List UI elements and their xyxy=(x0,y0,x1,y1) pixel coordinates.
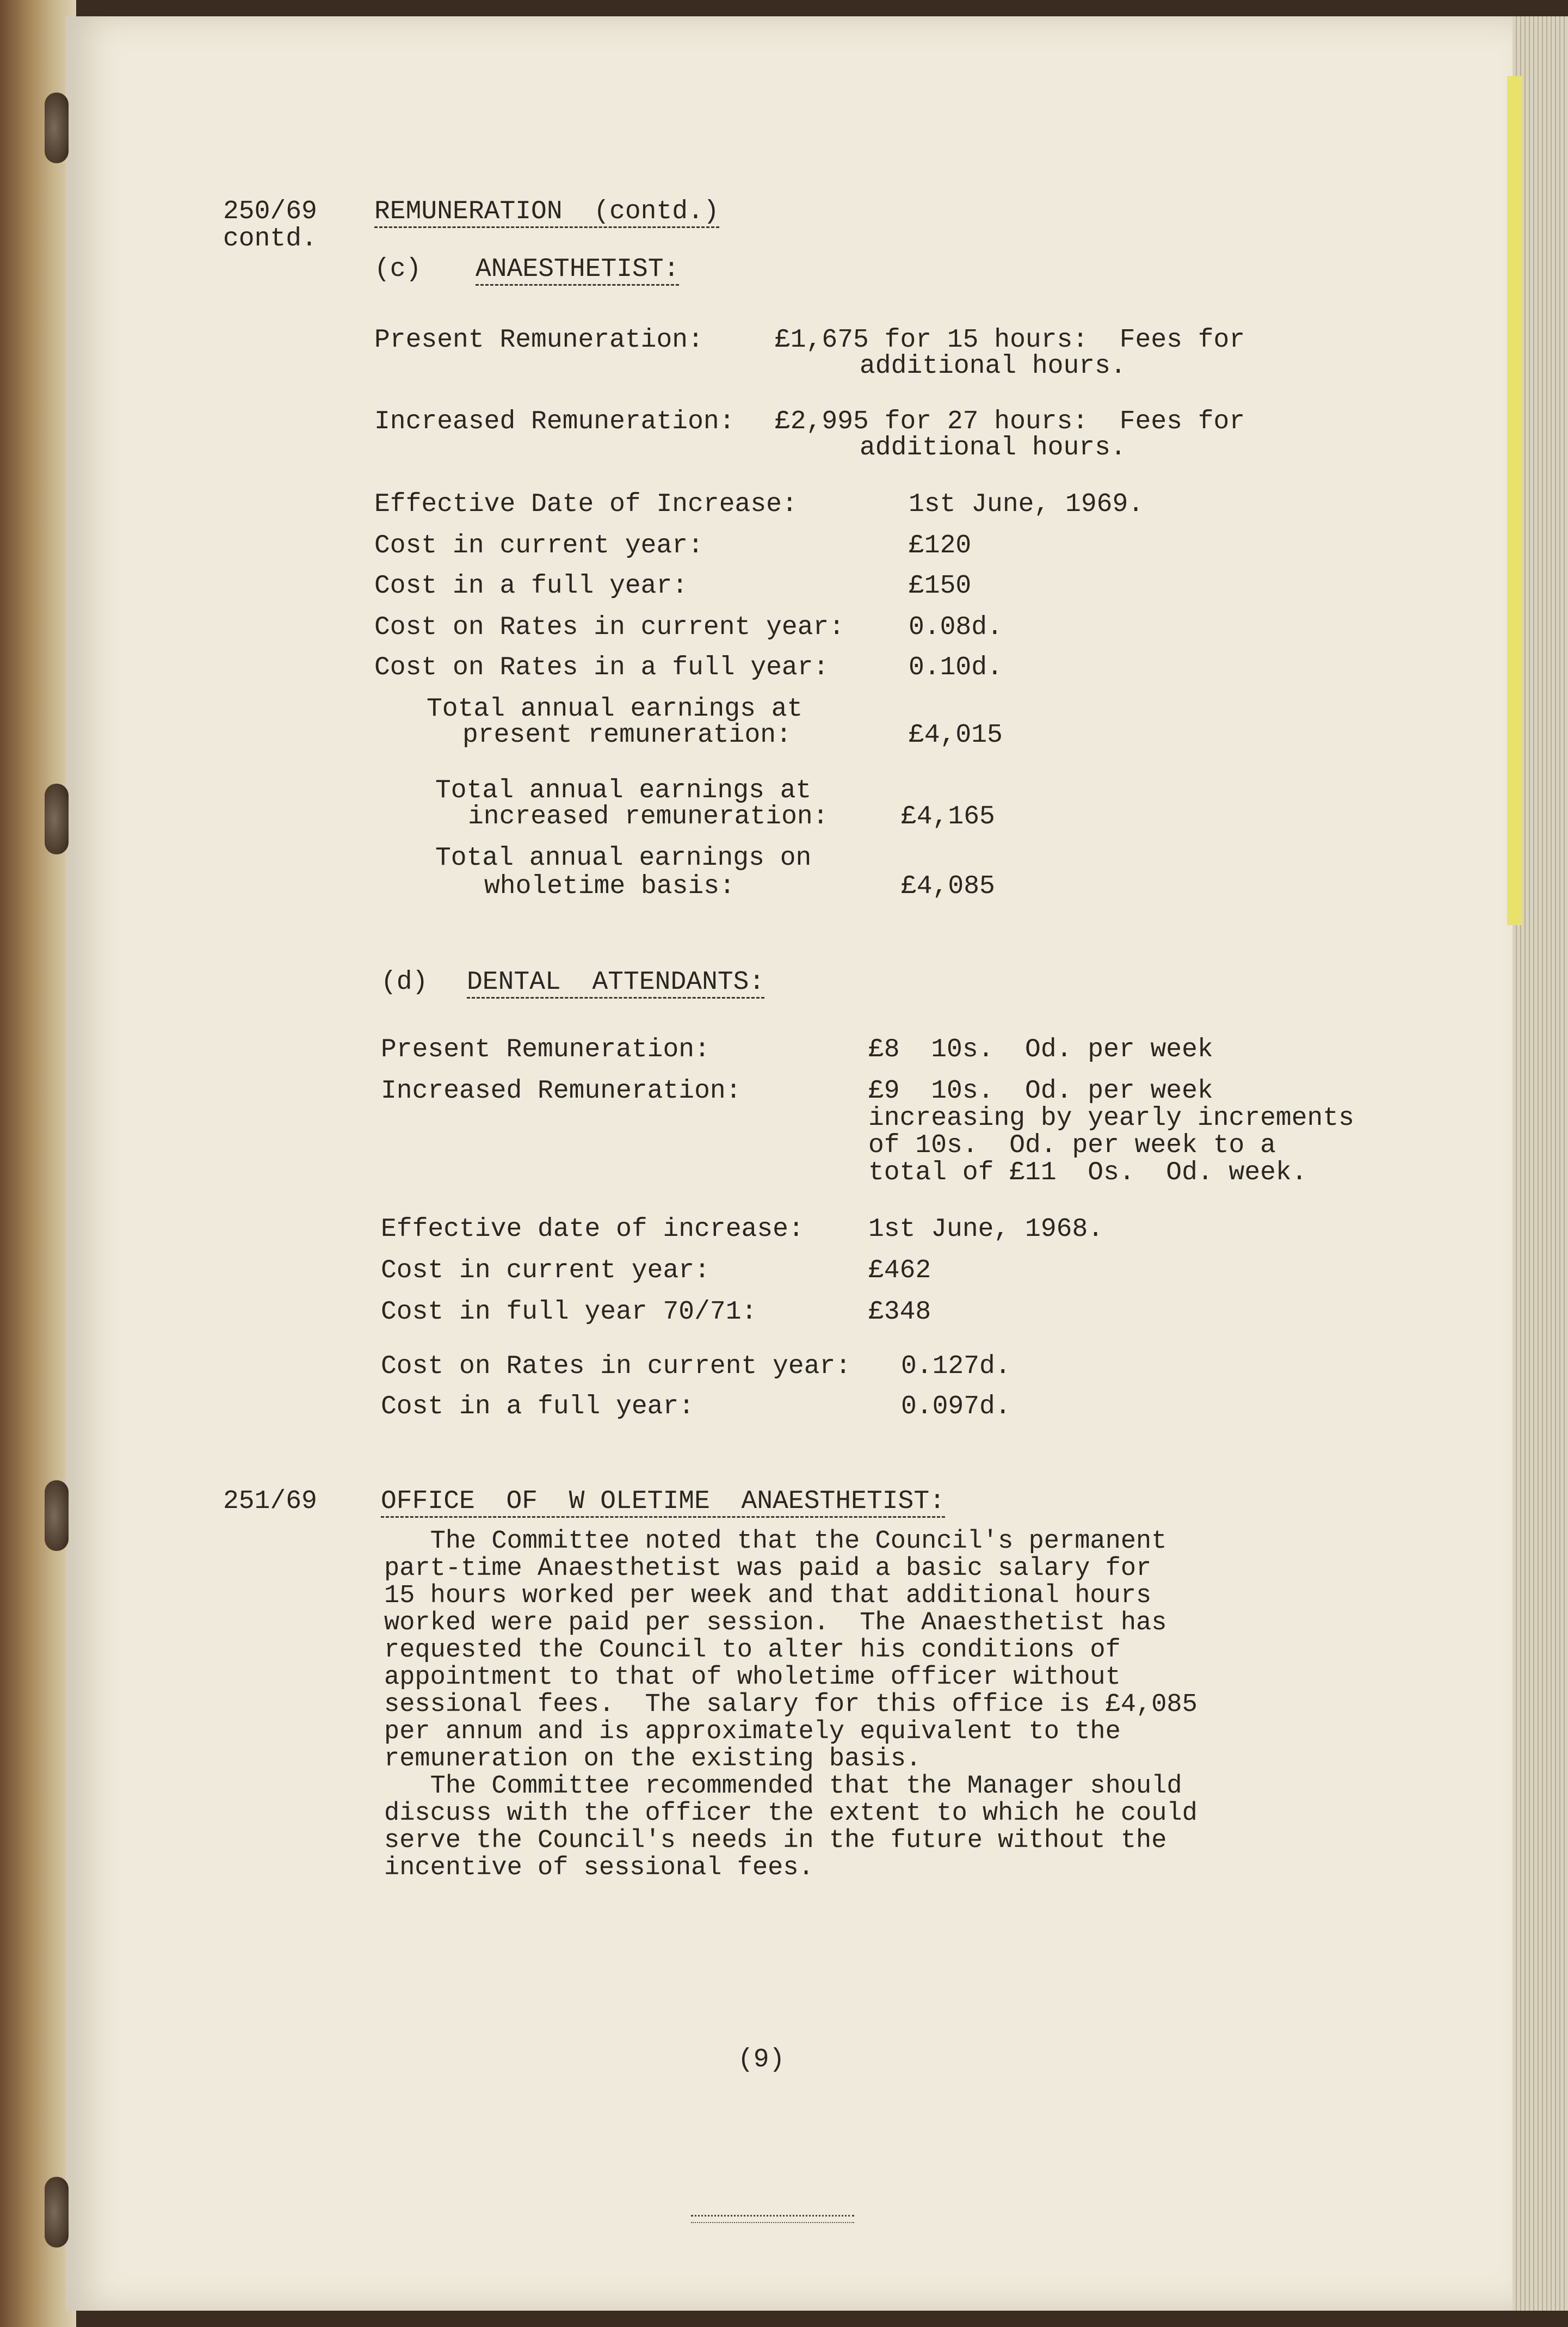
dental-rates-full-value: 0.097d. xyxy=(901,1392,1011,1421)
paragraph-line: The Committee noted that the Council's permanent xyxy=(384,1527,1167,1556)
dental-present-value: £8 10s. Od. per week xyxy=(868,1035,1213,1064)
earnings-present-value: £4,015 xyxy=(909,721,1003,750)
dental-increased-label: Increased Remuneration: xyxy=(381,1076,742,1106)
dental-row-label: Cost in current year: xyxy=(381,1256,710,1285)
paragraph-line: sessional fees. The salary for this office is £4,085 xyxy=(384,1690,1197,1719)
dental-present-label: Present Remuneration: xyxy=(381,1035,710,1064)
paragraph-line: worked were paid per session. The Anaesthetist has xyxy=(384,1609,1167,1637)
paragraph-line: discuss with the officer the extent to which he could xyxy=(384,1799,1197,1828)
margin-ref-250: 250/69 xyxy=(223,197,317,226)
anaesthetist-row-value: 0.10d. xyxy=(909,653,1003,682)
section-250-heading: REMUNERATION (contd.) xyxy=(374,198,719,228)
anaesthetist-present-value: £1,675 for 15 hours: Fees for xyxy=(775,325,1245,355)
yellow-tab-marker xyxy=(1507,76,1522,925)
anaesthetist-row-label: Cost in current year: xyxy=(374,531,703,561)
paragraph-line: The Committee recommended that the Manager should xyxy=(384,1772,1182,1801)
page-number: (9) xyxy=(738,2045,785,2074)
margin-ref-251: 251/69 xyxy=(223,1487,317,1516)
anaesthetist-row-label: Cost on Rates in a full year: xyxy=(374,653,829,682)
dental-rates-current-value: 0.127d. xyxy=(901,1352,1011,1381)
binder-ring-icon xyxy=(45,1480,69,1551)
anaesthetist-increased-value: £2,995 for 27 hours: Fees for xyxy=(775,407,1245,436)
binding-edge xyxy=(0,0,76,2327)
earnings-wholetime-value: £4,085 xyxy=(901,872,995,901)
dental-row-value: 1st June, 1968. xyxy=(868,1215,1104,1244)
dental-increased-value-cont: of 10s. Od. per week to a xyxy=(868,1131,1276,1160)
dental-increased-value-cont: total of £11 Os. Od. week. xyxy=(868,1158,1307,1187)
earnings-present-label: Total annual earnings at xyxy=(427,694,803,724)
dental-rates-full-label: Cost in a full year: xyxy=(381,1392,695,1421)
dental-row-label: Cost in full year 70/71: xyxy=(381,1297,757,1327)
paragraph-line: per annum and is approximately equivalent to the xyxy=(384,1717,1121,1746)
dental-row-value: £348 xyxy=(868,1297,931,1327)
paragraph-line: incentive of sessional fees. xyxy=(384,1854,814,1882)
earnings-increased-label-cont: increased remuneration: xyxy=(468,802,829,832)
binder-ring-icon xyxy=(45,93,69,163)
anaesthetist-row-value: 0.08d. xyxy=(909,613,1003,642)
dental-title: DENTAL ATTENDANTS: xyxy=(467,969,764,999)
earnings-increased-value: £4,165 xyxy=(901,802,995,832)
dental-increased-value: £9 10s. Od. per week xyxy=(868,1076,1213,1106)
dental-rates-current-label: Cost on Rates in current year: xyxy=(381,1352,851,1381)
anaesthetist-present-value-cont: additional hours. xyxy=(860,352,1126,381)
earnings-present-label-cont: present remuneration: xyxy=(462,721,792,750)
anaesthetist-row-label: Cost on Rates in current year: xyxy=(374,613,845,642)
dental-row-label: Effective date of increase: xyxy=(381,1215,804,1244)
anaesthetist-row-value: £120 xyxy=(909,531,972,561)
dental-row-value: £462 xyxy=(868,1256,931,1285)
paragraph-line: requested the Council to alter his conditions of xyxy=(384,1636,1121,1665)
earnings-wholetime-label-cont: wholetime basis: xyxy=(484,872,735,901)
paragraph-line: appointment to that of wholetime officer without xyxy=(384,1663,1121,1692)
anaesthetist-row-value: 1st June, 1969. xyxy=(909,490,1144,519)
anaesthetist-row-label: Cost in a full year: xyxy=(374,571,688,601)
anaesthetist-row-label: Effective Date of Increase: xyxy=(374,490,798,519)
earnings-increased-label: Total annual earnings at xyxy=(435,776,812,805)
anaesthetist-increased-label: Increased Remuneration: xyxy=(374,407,735,436)
section-251-heading: OFFICE OF W OLETIME ANAESTHETIST: xyxy=(381,1488,945,1518)
binder-ring-icon xyxy=(45,2177,69,2248)
anaesthetist-present-label: Present Remuneration: xyxy=(374,325,703,355)
paragraph-line: serve the Council's needs in the future without the xyxy=(384,1826,1167,1855)
paragraph-line: remuneration on the existing basis. xyxy=(384,1745,922,1774)
paragraph-line: part-time Anaesthetist was paid a basic salary for xyxy=(384,1554,1152,1583)
dental-label: (d) xyxy=(381,968,428,997)
anaesthetist-row-value: £150 xyxy=(909,571,972,601)
dental-increased-value-cont: increasing by yearly increments xyxy=(868,1104,1354,1133)
ink-scribble xyxy=(691,2215,854,2223)
anaesthetist-increased-value-cont: additional hours. xyxy=(860,433,1126,463)
margin-ref-250-contd: contd. xyxy=(223,224,317,254)
anaesthetist-title: ANAESTHETIST: xyxy=(476,256,679,286)
earnings-wholetime-label: Total annual earnings on xyxy=(435,844,812,873)
paragraph-line: 15 hours worked per week and that additional hours xyxy=(384,1581,1152,1610)
anaesthetist-label: (c) xyxy=(374,255,422,284)
binder-ring-icon xyxy=(45,784,69,854)
